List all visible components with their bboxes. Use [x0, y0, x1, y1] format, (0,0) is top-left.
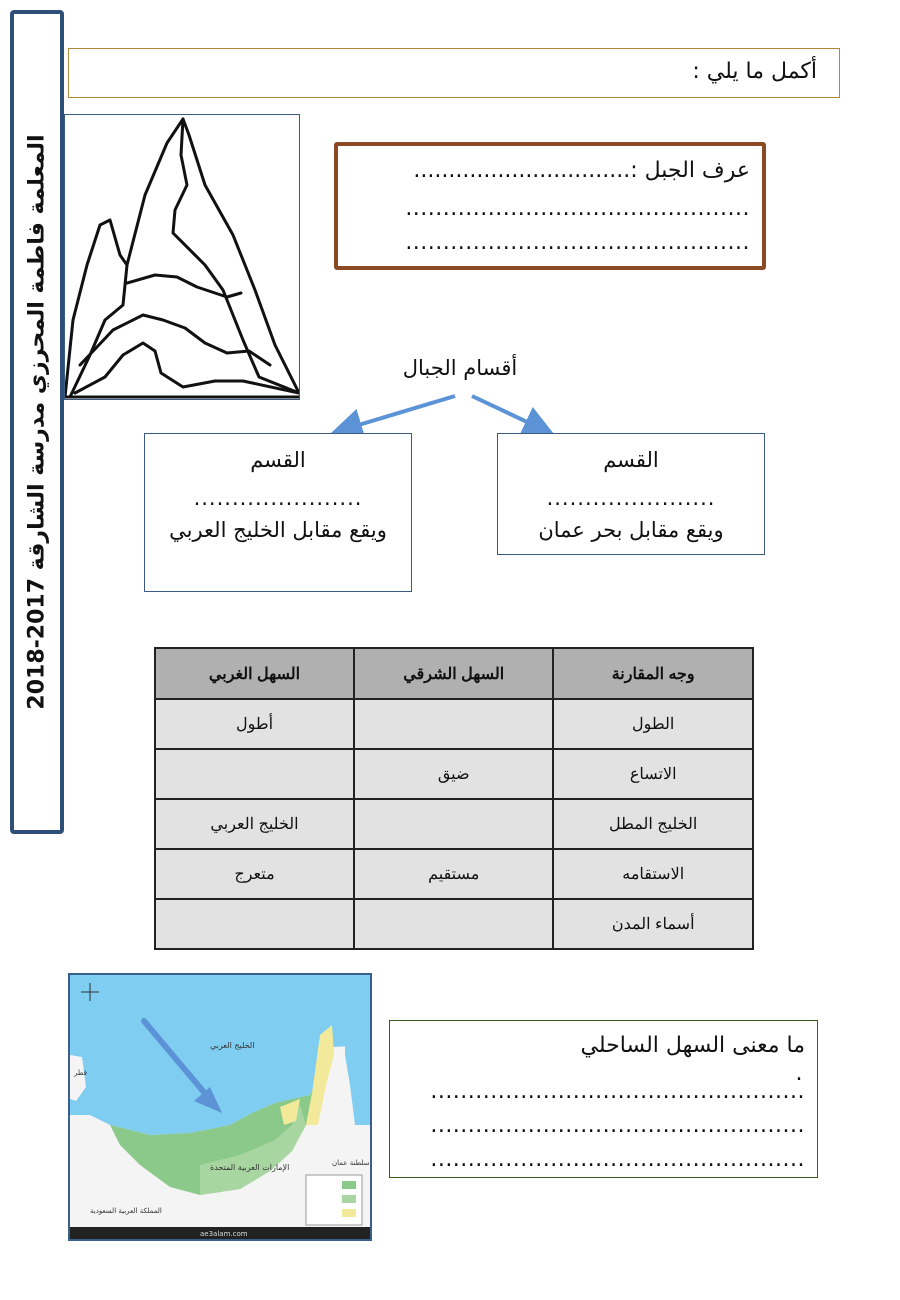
mountain-drawing — [64, 114, 300, 400]
uae-map — [68, 973, 372, 1241]
table-cell: متعرج — [155, 849, 354, 899]
definition-prompt[interactable]: عرف الجبل :............................... — [413, 158, 750, 183]
section-description: ويقع مقابل بحر عمان — [538, 518, 724, 542]
country-label: الإمارات العربية المتحدة — [210, 1163, 290, 1172]
table-row — [155, 749, 753, 799]
answer-blank-line[interactable]: .................................................. — [430, 1113, 805, 1138]
comparison-table — [154, 647, 754, 950]
table-cell: الاستقامه — [553, 849, 753, 899]
answer-blank-line[interactable]: .................................................. — [430, 1079, 805, 1104]
legend-mountain-swatch — [342, 1209, 356, 1217]
instruction-box — [68, 48, 840, 98]
section-blank[interactable]: ...................... — [546, 486, 716, 510]
teacher-school-label: المعلمة فاطمة المحرزي مدرسة الشارقة 2017-2018 — [24, 134, 50, 710]
table-cell: الطول — [553, 699, 753, 749]
section-box-oman — [497, 433, 765, 555]
table-cell: الخليج المطل — [553, 799, 753, 849]
table-cell[interactable] — [354, 899, 553, 949]
table-header-row — [155, 648, 753, 699]
section-description: ويقع مقابل الخليج العربي — [169, 518, 387, 542]
table-cell[interactable] — [354, 799, 553, 849]
table-row — [155, 899, 753, 949]
gulf-label: الخليج العربي — [210, 1041, 255, 1050]
section-blank[interactable]: ...................... — [193, 486, 363, 510]
section-label: القسم — [250, 448, 306, 472]
side-banner — [10, 10, 64, 834]
table-cell[interactable] — [155, 749, 354, 799]
table-row — [155, 799, 753, 849]
definition-box — [334, 142, 766, 270]
mountain-sketch-icon — [65, 115, 299, 399]
table-row — [155, 699, 753, 749]
table-cell[interactable] — [155, 899, 354, 949]
table-header: السهل الغربي — [155, 648, 354, 699]
definition-blank-line[interactable]: .............................................. — [405, 196, 750, 221]
table-cell: مستقيم — [354, 849, 553, 899]
mountain-sections-title: أقسام الجبال — [402, 356, 518, 380]
uae-map-image — [70, 975, 370, 1239]
qatar-label: قطر — [74, 1069, 87, 1077]
table-header: وجه المقارنة — [553, 648, 753, 699]
table-cell: أطول — [155, 699, 354, 749]
legend-plain-inner-swatch — [342, 1195, 356, 1203]
map-credit: ae3alam.com — [200, 1230, 248, 1238]
legend-plain-swatch — [342, 1181, 356, 1189]
definition-blank-line[interactable]: .............................................. — [405, 230, 750, 255]
table-header: السهل الشرقي — [354, 648, 553, 699]
table-cell: الخليج العربي — [155, 799, 354, 849]
question-dot: . — [795, 1061, 803, 1086]
table-cell[interactable] — [354, 699, 553, 749]
section-box-gulf — [144, 433, 412, 592]
coastal-plain-box — [389, 1020, 818, 1178]
table-row — [155, 849, 753, 899]
section-label: القسم — [603, 448, 659, 472]
oman-label: سلطنة عمان — [332, 1159, 370, 1167]
table-cell: ضيق — [354, 749, 553, 799]
saudi-label: المملكة العربية السعودية — [90, 1207, 162, 1215]
answer-blank-line[interactable]: .................................................. — [430, 1147, 805, 1172]
table-cell: أسماء المدن — [553, 899, 753, 949]
table-cell: الاتساع — [553, 749, 753, 799]
coastal-plain-question: ما معنى السهل الساحلي — [580, 1033, 805, 1058]
instruction-text: أكمل ما يلي : — [692, 59, 817, 84]
